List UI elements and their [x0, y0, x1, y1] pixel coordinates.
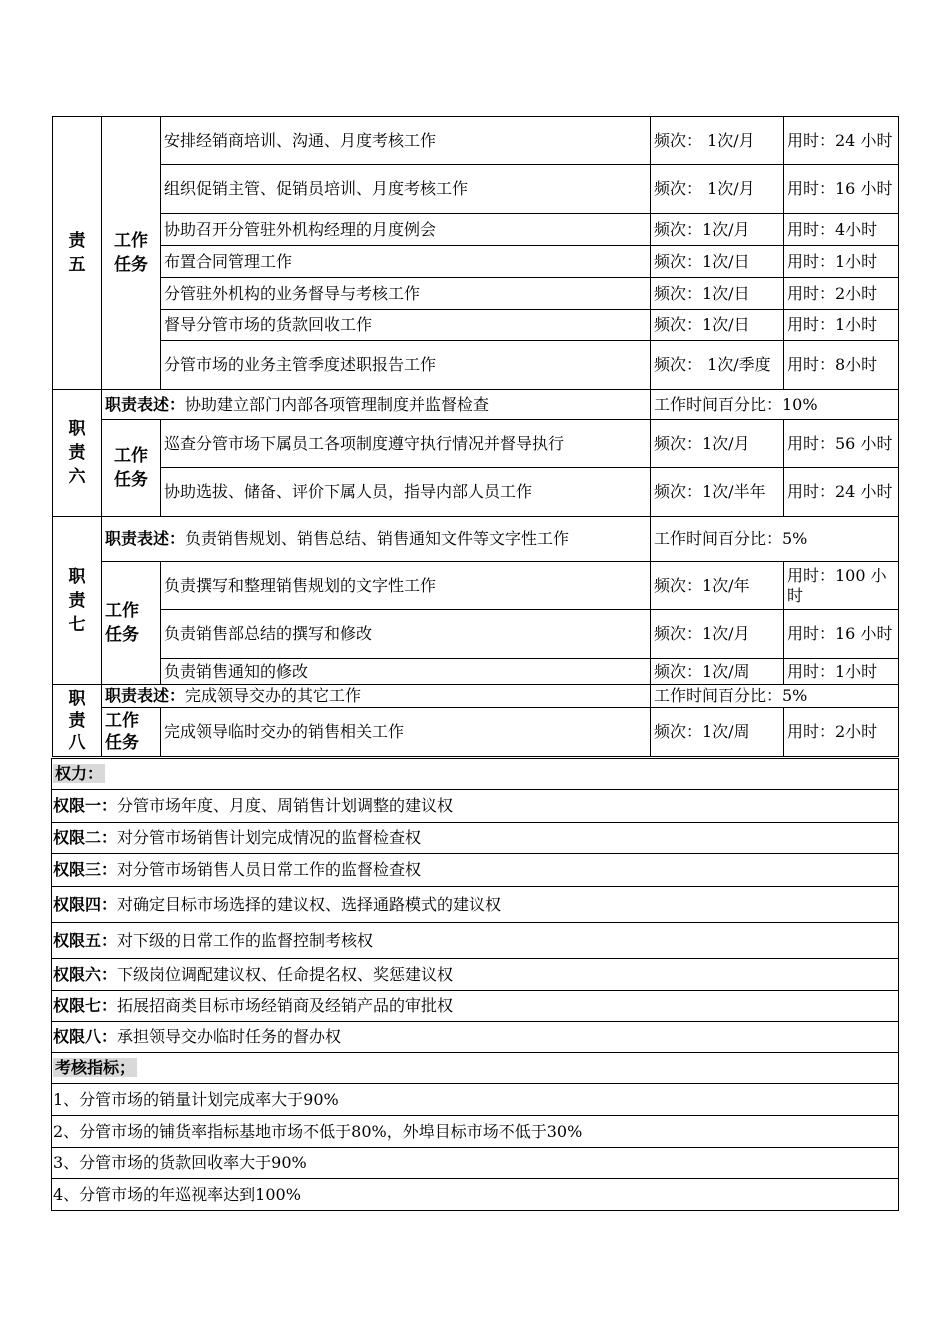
- kpi-item: 2、分管市场的铺货率指标基地市场不低于80%，外埠目标市场不低于30%: [52, 1116, 899, 1148]
- kpi-header-row: [52, 1053, 899, 1084]
- task-frequency: 频次：1次/日: [651, 278, 784, 310]
- kpi-item: 1、分管市场的销量计划完成率大于90%: [52, 1084, 899, 1116]
- power-label: 权限二：: [53, 828, 118, 847]
- statement-text: 协助建立部门内部各项管理制度并监督检查: [185, 394, 490, 414]
- duty6-time-percent: 工作时间百分比：10%: [651, 390, 899, 420]
- task-duration: 用时：16 小时: [784, 165, 899, 214]
- power-label: 权限四：: [53, 894, 118, 914]
- table-row: [53, 562, 899, 610]
- task-text: 巡查分管市场下属员工各项制度遵守执行情况并督导执行: [161, 420, 651, 468]
- duty8-side-label: 职 责 八: [53, 685, 102, 757]
- table-row: [53, 278, 899, 310]
- table-row: [53, 310, 899, 341]
- duty8-statement: [102, 685, 651, 708]
- duty7-task-label: 工作 任务: [102, 562, 161, 685]
- power-text: 承担领导交办临时任务的督办权: [117, 1027, 342, 1046]
- statement-text: 完成领导交办的其它工作: [185, 686, 362, 705]
- power-text: 对下级的日常工作的监督控制考核权: [117, 930, 374, 950]
- power-label: 权限三：: [53, 860, 118, 879]
- task-text: 布置合同管理工作: [161, 246, 651, 278]
- kpi-item: 3、分管市场的货款回收率大于90%: [52, 1148, 899, 1179]
- powers-title-cell: [52, 759, 899, 790]
- kpi-item: 4、分管市场的年巡视率达到100%: [52, 1179, 899, 1211]
- powers-table: [51, 758, 899, 1053]
- statement-label: 职责表述：: [105, 529, 186, 548]
- task-frequency: 频次：1次/月: [651, 420, 784, 468]
- powers-title: 权力：: [55, 764, 104, 783]
- task-frequency: 频次：1次/日: [651, 246, 784, 278]
- task-frequency: 频次：1次/周: [651, 659, 784, 685]
- powers-header-row: [52, 759, 899, 790]
- power-text: 对确定目标市场选择的建议权、选择通路模式的建议权: [117, 894, 502, 914]
- table-row: [53, 659, 899, 685]
- duties-table: [52, 116, 899, 757]
- power-text: 分管市场年度、月度、周销售计划调整的建议权: [117, 796, 454, 815]
- power-text: 拓展招商类目标市场经销商及经销产品的审批权: [117, 996, 454, 1015]
- table-row: [53, 708, 899, 757]
- task-frequency: 频次： 1次/季度: [651, 341, 784, 390]
- task-duration: 用时：16 小时: [784, 610, 899, 659]
- task-text: 完成领导临时交办的销售相关工作: [161, 708, 651, 757]
- power-label: 权限七：: [53, 996, 118, 1015]
- kpi-row: [52, 1084, 899, 1116]
- kpi-row: [52, 1148, 899, 1179]
- task-duration: 用时：24 小时: [784, 117, 899, 165]
- task-duration: 用时：4小时: [784, 214, 899, 246]
- duty5-side-label: 责 五: [53, 117, 102, 390]
- task-frequency: 频次：1次/年: [651, 562, 784, 610]
- power-row: [52, 887, 899, 923]
- task-frequency: 频次：1次/月: [651, 214, 784, 246]
- duty6-task-label: 工作 任务: [102, 420, 161, 517]
- task-text: 安排经销商培训、沟通、月度考核工作: [161, 117, 651, 165]
- power-text: 下级岗位调配建议权、任命提名权、奖惩建议权: [117, 964, 454, 984]
- table-row: [53, 246, 899, 278]
- duty7-statement: [102, 517, 651, 562]
- duty8-task-label: 工作 任务: [102, 708, 161, 757]
- power-label: 权限五：: [53, 930, 118, 950]
- table-row: [53, 468, 899, 517]
- task-text: 负责销售部总结的撰写和修改: [161, 610, 651, 659]
- statement-label: 职责表述：: [105, 394, 186, 414]
- duty8-time-percent: 工作时间百分比：5%: [651, 685, 899, 708]
- power-row: [52, 923, 899, 959]
- kpi-row: [52, 1116, 899, 1148]
- task-duration: 用时：1小时: [784, 659, 899, 685]
- task-text: 协助选拔、储备、评价下属人员，指导内部人员工作: [161, 468, 651, 517]
- task-duration: 用时：2小时: [784, 278, 899, 310]
- table-row: [53, 214, 899, 246]
- task-duration: 用时：56 小时: [784, 420, 899, 468]
- task-duration: 用时：2小时: [784, 708, 899, 757]
- task-text: 分管市场的业务主管季度述职报告工作: [161, 341, 651, 390]
- task-text: 负责撰写和整理销售规划的文字性工作: [161, 562, 651, 610]
- task-duration: 用时：24 小时: [784, 468, 899, 517]
- kpi-table: [51, 1052, 899, 1211]
- power-text: 对分管市场销售人员日常工作的监督检查权: [117, 860, 422, 879]
- power-text: 对分管市场销售计划完成情况的监督检查权: [117, 828, 422, 847]
- table-row: [53, 165, 899, 214]
- power-label: 权限一：: [53, 796, 118, 815]
- power-label: 权限六：: [53, 964, 118, 984]
- task-frequency: 频次：1次/半年: [651, 468, 784, 517]
- duty5-task-label: 工作 任务: [102, 117, 161, 390]
- table-row: [53, 341, 899, 390]
- power-row: [52, 959, 899, 991]
- power-label: 权限八：: [53, 1027, 118, 1046]
- table-row: [53, 390, 899, 420]
- statement-label: 职责表述：: [105, 686, 186, 705]
- kpi-title-cell: [52, 1053, 899, 1084]
- task-frequency: 频次： 1次/月: [651, 117, 784, 165]
- power-row: [52, 823, 899, 854]
- table-row: [53, 420, 899, 468]
- table-row: [53, 610, 899, 659]
- duty6-side-label: 职 责 六: [53, 390, 102, 517]
- task-text: 协助召开分管驻外机构经理的月度例会: [161, 214, 651, 246]
- power-row: [52, 854, 899, 887]
- task-duration: 用时：1小时: [784, 246, 899, 278]
- power-row: [52, 991, 899, 1022]
- task-text: 督导分管市场的货款回收工作: [161, 310, 651, 341]
- task-text: 分管驻外机构的业务督导与考核工作: [161, 278, 651, 310]
- task-frequency: 频次：1次/月: [651, 610, 784, 659]
- task-duration: 用时：100 小时: [784, 562, 899, 610]
- power-row: [52, 790, 899, 823]
- duty7-time-percent: 工作时间百分比：5%: [651, 517, 899, 562]
- task-frequency: 频次：1次/周: [651, 708, 784, 757]
- task-frequency: 频次： 1次/月: [651, 165, 784, 214]
- power-row: [52, 1022, 899, 1053]
- statement-text: 负责销售规划、销售总结、销售通知文件等文字性工作: [185, 529, 570, 548]
- duty7-side-label: 职 责 七: [53, 517, 102, 685]
- task-text: 负责销售通知的修改: [161, 659, 651, 685]
- table-row: [53, 685, 899, 708]
- kpi-row: [52, 1179, 899, 1211]
- duty6-statement: [102, 390, 651, 420]
- task-frequency: 频次：1次/日: [651, 310, 784, 341]
- kpi-title: 考核指标；: [55, 1058, 136, 1077]
- table-row: [53, 117, 899, 165]
- task-duration: 用时：1小时: [784, 310, 899, 341]
- task-duration: 用时：8小时: [784, 341, 899, 390]
- task-text: 组织促销主管、促销员培训、月度考核工作: [161, 165, 651, 214]
- table-row: [53, 517, 899, 562]
